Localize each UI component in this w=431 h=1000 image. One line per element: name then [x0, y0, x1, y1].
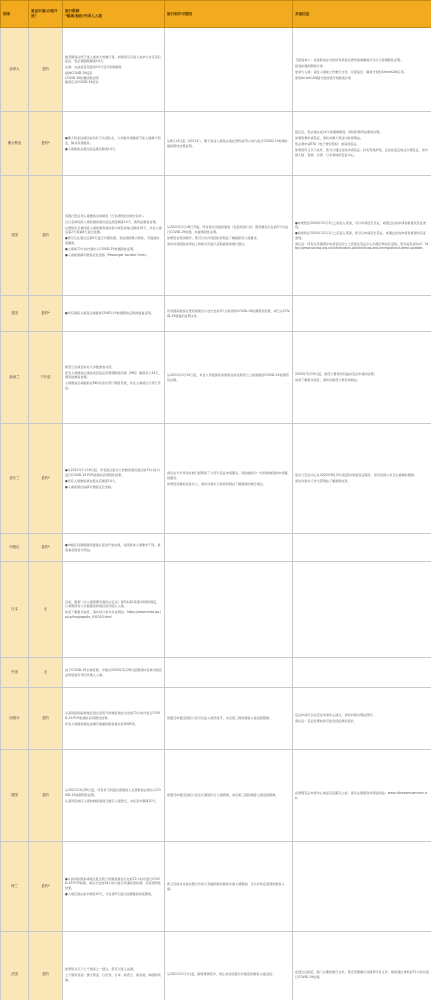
country-cell: 美国	[1, 296, 29, 332]
restrictions-cell	[63, 688, 165, 750]
paragraph: 您必须申请ETA（电子旅行授权）或其他签证。	[295, 142, 360, 147]
country-cell: 日本	[1, 562, 29, 658]
other-info-cell	[293, 424, 431, 534]
other-info-cell	[293, 112, 431, 176]
restrictions-cell	[63, 658, 165, 688]
paragraph: 爱尔兰签证中心从2020年6月29日起逐步恢复签证服务，但仍受到公共卫生措施的限制。	[295, 473, 418, 478]
header-visa-open: 签证申请/办理开放？	[29, 1, 63, 28]
visa-open-cell: 不开放	[29, 332, 63, 424]
travel-permit-cell	[165, 112, 293, 176]
table-row	[1, 932, 431, 1000]
table-row	[1, 842, 431, 932]
paragraph: 请访问英国政府网站上的相关页面以获取最新的旅行建议。	[167, 241, 248, 246]
visa-open-cell: 是的*	[29, 424, 63, 534]
restrictions-cell	[63, 28, 165, 112]
other-info-cell	[293, 296, 431, 332]
travel-permit-cell	[165, 688, 293, 750]
paragraph: 加拿大入境：请在入境前上传旅行文件、行程信息、隔离计划至ArriveCAN应用。	[295, 70, 407, 75]
country-cell: 西班牙	[1, 688, 29, 750]
travel-permit-cell	[165, 562, 293, 658]
table-row	[1, 296, 431, 332]
paragraph: 如果您从以下七个国家之一抵达，您可以进入法国。	[65, 967, 137, 972]
restrictions-cell	[63, 332, 165, 424]
travel-permit-cell	[165, 28, 293, 112]
header-restrictions: 旅行限制 *隔离/检疫/外国人入境	[63, 1, 165, 28]
country-cell: 中国	[1, 658, 29, 688]
table-row	[1, 534, 431, 562]
paragraph: 从2021年3月30日起，所有乘飞机抵达德国的人在登机前必须出示COVID-19检测阴性证明。	[65, 788, 161, 797]
visa-open-cell: 无	[29, 562, 63, 658]
paragraph: ●申根区各国根据欧盟建议逐步开放边境，各国具体入境要求不同，请查看各国官方网站。	[65, 543, 161, 552]
table-row	[1, 424, 431, 534]
visa-open-cell: 是的	[29, 750, 63, 842]
restrictions-cell	[63, 296, 165, 332]
country-cell: 英国	[1, 176, 29, 296]
paragraph: 请访问爱尔兰外交部网站了解最新信息。	[295, 479, 351, 484]
paragraph: 从琥珀色名单国家入境的旅客须在家中或住宿地点隔离10天，并在入境后第2天和第8天进行检测。	[65, 225, 162, 235]
paragraph: 从高风险地区入境的旅客须进行数字入境登记，并在家中隔离10天。	[65, 798, 159, 803]
restrictions-cell	[63, 932, 165, 1000]
paragraph: 飞抵加拿大：包括航班在内的所有乘客在登机前须确保可以出示检测阴性证明。	[295, 58, 404, 63]
other-info-cell	[293, 176, 431, 296]
paragraph: 我们在今年早些时候已经暂停了大部分签证申请服务，同时继续为一些特殊类别的申请提供服务。	[167, 471, 288, 480]
paragraph: 如需了解更多信息，请访问日本外务省网站：https://www.mofa.go.jp/ca/fna/page4e_001053.html	[65, 610, 161, 619]
other-info-cell	[293, 750, 431, 842]
restrictions-cell	[63, 750, 165, 842]
restrictions-cell	[63, 424, 165, 534]
header-other-info: 其他信息	[293, 1, 431, 28]
travel-permit-cell	[165, 296, 293, 332]
paragraph: 所有国际旅客在登机前须出示在出发前3天内获得的COVID-19检测阴性结果，或已从COVID-19康复的证明文件。	[167, 309, 290, 318]
paragraph: 使用ArriveCAN提交您的旅行和隔离计划	[295, 76, 352, 81]
visa-open-cell: 是的*	[29, 112, 63, 176]
paragraph: 截至隔离法终于进入加拿大的旅行者，如果是可以进入加拿大并且没有症状，您必须强制隔离14天。	[65, 54, 161, 64]
paragraph: 英国已经启用入境旅客名单制度（红色/琥珀色/绿色名单）。	[65, 213, 146, 218]
table-row	[1, 112, 431, 176]
table-row	[1, 28, 431, 112]
visa-open-cell: 是的*	[29, 842, 63, 932]
country-cell: 澳大利亚	[1, 112, 29, 176]
travel-permit-cell	[165, 534, 293, 562]
travel-permit-cell	[165, 424, 293, 534]
paragraph: 如果您在英国境外，您可以访问英国政府网站了解最新的入境要求。	[167, 235, 260, 240]
paragraph: 注射：完成疫苗剂量的14天后可免除隔离	[65, 65, 122, 70]
other-info-cell	[293, 562, 431, 658]
paragraph: ●所有入境旅客须在抵达后隔离14天。	[65, 478, 119, 483]
table-row	[1, 562, 431, 658]
paragraph: 抵达后，您必须完成14天的强制隔离，期间的费用由旅客自理。	[295, 130, 383, 135]
travel-permit-cell	[165, 332, 293, 424]
visa-open-cell: 是的*	[29, 534, 63, 562]
paragraph: 欧盟及申根区国家公民可自由入境西班牙，来自第三国的旅客入境受到限制。	[167, 716, 273, 721]
other-info-cell	[293, 842, 431, 932]
restrictions-cell	[63, 842, 165, 932]
paragraph: 新西兰边境目前对大多数旅客关闭。	[65, 364, 115, 369]
paragraph: 从高风险国家或地区抵达西班牙的旅客须在出发前72小时内进行COVID-19 PCR检测并获得阴性结果。	[65, 711, 161, 720]
country-cell: 德国	[1, 750, 29, 842]
table-row	[1, 332, 431, 424]
paragraph: 由于COVID-19全球疫情，中国自2020年3月28日起暂停持有效中国签证和居留许可的外国人入境。	[65, 668, 162, 677]
country-cell: 法国	[1, 932, 29, 1000]
paragraph: 在抵达法国后，除了必要的旅行文件，您还需要填写并携带所有文件，旅客须在登机前72小时内进行COVID-19检测。	[295, 970, 429, 979]
table-header-row	[1, 1, 431, 28]
paragraph: 七个国家包括：澳大利亚、以色列、日本、新西兰、新加坡、韩国和英国。	[65, 973, 161, 982]
paragraph: ●所有国际入境者必须提供COVID-19检测阴性证明或康复证明。	[65, 311, 154, 316]
paragraph: 从2021年1月15日起，来自大多数国家的旅客在前往新西兰之前须提供COVID-19检测阴性证明。	[167, 373, 289, 382]
other-info-cell	[293, 28, 431, 112]
paragraph: 如果您符合以下条件，您可以通过在线申请签证：持有有效护照，且需在指定地点办理签证，如中国大陆、香港、台湾、日本等地的签证中心。	[295, 148, 429, 157]
restrictions-cell	[63, 534, 165, 562]
travel-permit-cell	[165, 658, 293, 688]
paragraph: ●澳大利亚边境目前仍处于关闭状态，大多数外国旅客不能入境澳大利亚，除非获得豁免。	[65, 136, 161, 145]
paragraph: 请注意：签证处理时间可能会因疫情而延长。	[295, 719, 357, 724]
header-travel-permits: 旅行和许可情况	[165, 1, 293, 28]
paragraph: 从2021年1月18日开始，所有抵达英国的旅客（包括英国公民）都需要在出发前3天内进行COVID-19检测，并提供阴性证明。	[167, 225, 288, 234]
table-row	[1, 176, 431, 296]
header-country: 国家	[1, 1, 29, 28]
paragraph: 2020年3月19日起，新西兰暂停所有临时签证申请的受理。	[295, 372, 377, 377]
other-info-cell	[293, 534, 431, 562]
country-cell: 申根区	[1, 534, 29, 562]
paragraph: 如果您需要前往爱尔兰，请访问爱尔兰移民局网站了解最新的旅行建议。	[167, 481, 266, 486]
paragraph: ●如果您在2020年12月1日之后进入英国，您可以申请延长签证，或通过在线申请表格更改签证类别。	[295, 231, 426, 240]
paragraph: ●入境前须填写旅客定位表格（Passenger Locator Form）。	[65, 252, 150, 257]
other-info-cell	[293, 688, 431, 750]
paragraph: ●如果您在2020年12月1日之前进入英国，可以申请延长签证，或通过在线申请表格更改签证类别。	[295, 220, 426, 230]
visa-open-cell: 是的	[29, 932, 63, 1000]
table-row	[1, 750, 431, 842]
paragraph: 接种COVID-19疫苗 COVID-19检测结果证明 隔离应对COVID-19症状	[65, 71, 99, 84]
visa-open-cell: 是的	[29, 688, 63, 750]
table-row	[1, 688, 431, 750]
paragraph: 从2021年2月1日起，除特殊情况外，禁止来自欧盟以外国家的旅客入境法国。	[167, 972, 275, 977]
paragraph: 荷兰目前对来自欧盟以外的大多数国家的旅客实施入境限制，仅允许特定类别的旅客入境。	[167, 882, 285, 891]
other-info-cell	[293, 332, 431, 424]
restrictions-cell	[63, 112, 165, 176]
country-cell: 新西兰	[1, 332, 29, 424]
paragraph: 如果您想申请签证，请访问澳大利亚内政部网站。	[295, 136, 364, 141]
paragraph: ●入境前须在线填写旅客定位表格。	[65, 484, 115, 489]
paragraph: 所有入境旅客必须在政府指定的管理隔离设施（MIQ）隔离至少14天，费用由旅客自理。	[65, 370, 162, 380]
table-row	[1, 658, 431, 688]
country-cell: 加拿大	[1, 28, 29, 112]
visa-open-cell: 是的	[29, 28, 63, 112]
paragraph: 接受检测的隔离计划	[295, 64, 323, 69]
other-info-cell	[293, 658, 431, 688]
paragraph: ●从2021年1月16日起，所有抵达爱尔兰的旅客须在到达前72小时内进行COVID-19 PCR检测并获得阴性结果。	[65, 468, 160, 477]
paragraph: ●从高风险国家或地区抵达荷兰的旅客须在出发前72小时内进行COVID-19 PCR检测，或在出发前24小时内进行快速抗原检测，并获得阴性结果。	[65, 876, 161, 890]
paragraph: ●入境前72小时内须出示COVID-19检测阴性证明。	[65, 246, 137, 251]
paragraph: 从8月13日起（2021年），澳大利亚入境者必须在登机前72小时内进行COVID-19检测并提供阴性结果证明。	[167, 139, 288, 148]
paragraph: 如需了解更多信息，请访问新西兰移民局网站。	[295, 378, 360, 383]
paragraph: 请注意：所有在英国境外申请签证的人士需前往签证中心办理生物信息采集。更多信息请访问：https://www.ukvisa.org.uk/Information-Advice/Visas-and-Immigration/Latest-updates	[295, 241, 429, 250]
paragraph: 所有入境旅客须在线填写健康控制表格并获得QR码。	[65, 721, 138, 726]
paragraph: 欧盟及申根区国家公民及长期居民可入境德国，来自第三国的旅客入境受到限制。	[167, 793, 279, 798]
paragraph: ●您可以在到达后第5天进行付费检测，若检测结果为阴性，可提前结束隔离。	[65, 236, 160, 245]
paragraph: 入境旅客必须提前在MIQ系统中预订隔离设施，并在入境前出示预订凭证。	[65, 381, 161, 390]
country-cell: 爱尔兰	[1, 424, 29, 534]
restrictions-cell	[63, 562, 165, 658]
restrictions-cell	[63, 176, 165, 296]
paragraph: ●入境后须在家中隔离10天，可在第5天进行检测提前结束隔离。	[65, 891, 155, 896]
paragraph: ●入境旅客必须在指定酒店隔离14天。	[65, 146, 119, 151]
visa-open-cell: 是的	[29, 176, 63, 296]
other-info-cell	[293, 932, 431, 1000]
paragraph: 从红名单国家入境的旅客须在指定酒店隔离10天，费用由旅客自理。	[65, 219, 159, 224]
travel-permit-cell	[165, 750, 293, 842]
travel-permit-cell	[165, 932, 293, 1000]
paragraph: 签证申请可以在签证申请中心递交，请访问相关网站预约。	[295, 713, 376, 718]
visa-open-cell: 是的*	[29, 296, 63, 332]
visa-open-cell: 无	[29, 658, 63, 688]
paragraph: 在德国签证申请中心恢复签证服务之前，请关注德国驻华使馆网站：www.vitralesmuenchen.de。	[295, 791, 427, 800]
travel-permit-cell	[165, 842, 293, 932]
travel-permit-cell	[165, 176, 293, 296]
country-cell: 荷兰	[1, 842, 29, 932]
paragraph: 目前，根据《出入国管理及难民认定法》第5条第1款第14项的规定，日本暂停对大多数国家和地区的外国人入境。	[65, 599, 160, 609]
